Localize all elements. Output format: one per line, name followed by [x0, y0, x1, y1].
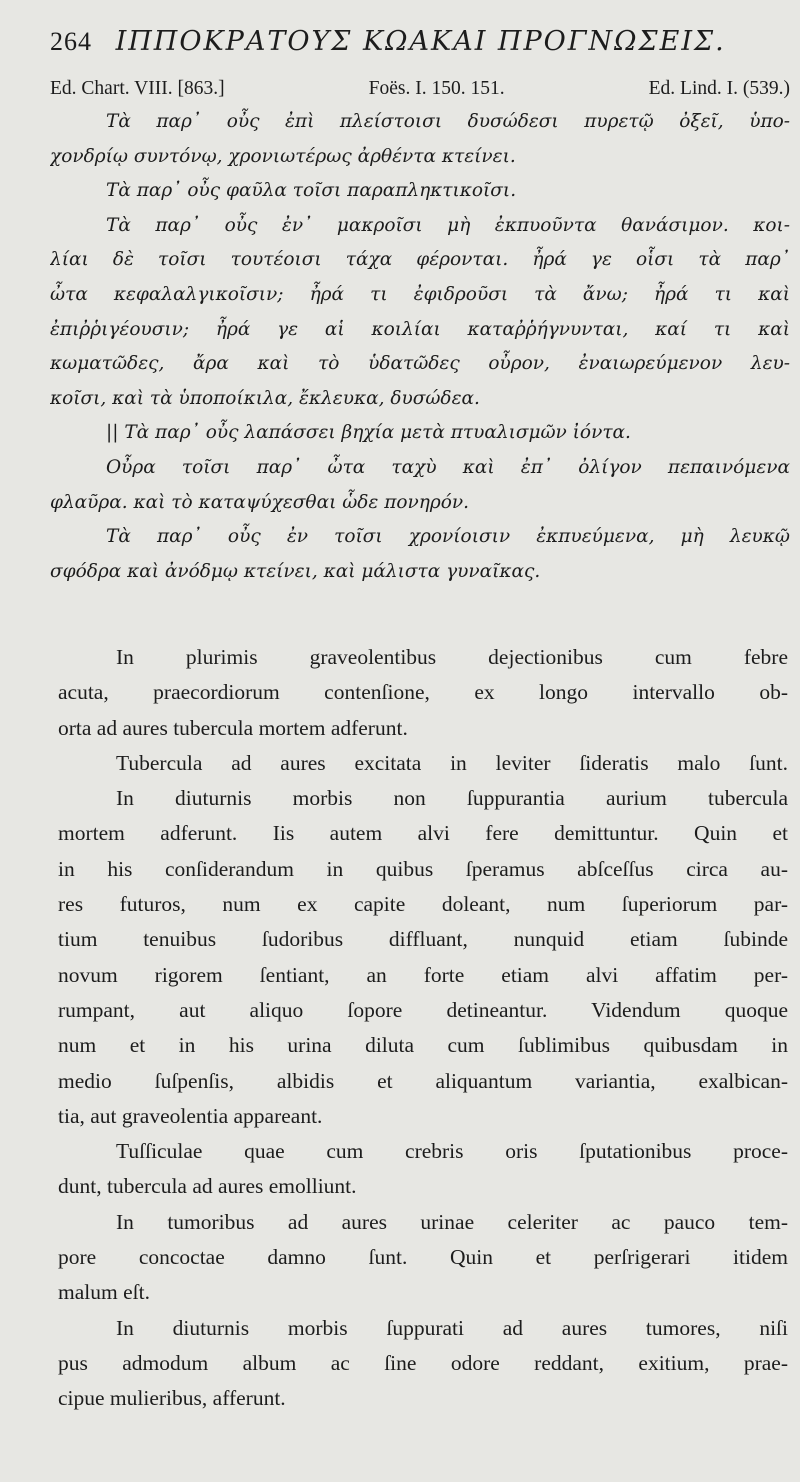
greek-text-block — [50, 105, 790, 589]
foes-reference: Foës. I. 150. 151. — [368, 78, 505, 99]
latin-text-line: tium tenuibus ſudoribus diffluant, nunquid etiam ſubinde — [58, 927, 788, 952]
greek-text-line: Τὰ παρ᾿ οὖς ἐπὶ πλείστοισι δυσώδεσι πυρετῷ ὀξεῖ, ὑπο- — [106, 111, 790, 132]
latin-text-line: num et in his urina diluta cum ſublimibus quibusdam in — [58, 1033, 788, 1058]
greek-text-line: Τὰ παρ᾿ οὖς φαῦλα τοῖσι παραπληκτικοῖσι. — [106, 180, 517, 202]
latin-text-line: In diuturnis morbis ſuppurati ad aures tumores, niſi — [116, 1315, 788, 1340]
latin-translation-block — [58, 640, 788, 1417]
latin-text-line: acuta, praecordiorum contenſione, ex longo intervallo ob- — [58, 680, 788, 705]
latin-text-line: In tumoribus ad aures urinae celeriter ac pauco tem- — [116, 1209, 788, 1234]
greek-text-line: Τὰ παρ᾿ οὖς ἐν τοῖσι χρονίοισιν ἐκπυεύμενα, μὴ λευκῷ — [106, 526, 790, 548]
latin-text-line: malum eſt. — [58, 1280, 150, 1305]
edition-references — [50, 78, 790, 100]
greek-text-line: ἐπιῤῥιγέουσιν; ἦρά γε αἱ κοιλίαι καταῤῥήγνυνται, καί τι καὶ — [50, 318, 790, 340]
latin-text-line: Tubercula ad aures excitata in leviter ſideratis malo ſunt. — [116, 750, 788, 775]
latin-text-line: rumpant, aut aliquo ſopore detineantur. Videndum quoque — [58, 997, 788, 1022]
latin-text-line: pus admodum album ac ſine odore reddant, exitium, prae- — [58, 1350, 788, 1375]
latin-text-line: cipue mulieribus, afferunt. — [58, 1386, 286, 1411]
latin-text-line: medio ſuſpenſis, albidis et aliquantum variantia, exalbican- — [58, 1068, 788, 1093]
latin-text-line: in his conſiderandum in quibus ſperamus abſceſſus circa au- — [58, 856, 788, 881]
greek-text-line: ὦτα κεφαλαλγικοῖσιν; ἦρά τι ἐφιδροῦσι τὰ ἄνω; ἦρά τι καὶ — [50, 283, 790, 305]
latin-text-line: res futuros, num ex capite doleant, num ſuperiorum par- — [58, 892, 788, 917]
greek-text-line: Οὖρα τοῖσι παρ᾿ ὦτα ταχὺ καὶ ἐπ᾿ ὀλίγον πεπαινόμενα — [106, 456, 790, 478]
latin-text-line: dunt, tubercula ad aures emolliunt. — [58, 1174, 357, 1199]
greek-text-line: φλαῦρα. καὶ τὸ καταψύχεσθαι ὧδε πονηρόν. — [50, 491, 469, 513]
greek-text-line: || Τὰ παρ᾿ οὖς λαπάσσει βηχία μετὰ πτυαλισμῶν ἰόντα. — [106, 422, 631, 444]
greek-text-line: χονδρίῳ συντόνῳ, χρονιωτέρως ἀρθέντα κτείνει. — [50, 145, 516, 167]
latin-text-line: novum rigorem ſentiant, an forte etiam alvi affatim per- — [58, 962, 788, 987]
running-title: ΙΠΠΟΚΡΑΤΟΥΣ ΚΩΑΚΑΙ ΠΡΟΓΝΩΣΕΙΣ. — [115, 26, 726, 57]
chartier-reference: Ed. Chart. VIII. [863.] — [50, 78, 225, 99]
page-number: 264 — [50, 27, 92, 56]
latin-text-line: In diuturnis morbis non ſuppurantia aurium tubercula — [116, 786, 788, 811]
greek-text-line: κοῖσι, καὶ τὰ ὑποποίκιλα, ἔκλευκα, δυσώδεα. — [50, 387, 480, 409]
latin-text-line: tia, aut graveolentia appareant. — [58, 1103, 323, 1128]
latin-text-line: orta ad aures tubercula mortem adferunt. — [58, 715, 408, 740]
latin-text-line: Tuſſiculae quae cum crebris oris ſputationibus proce- — [116, 1139, 788, 1164]
greek-text-line: Τὰ παρ᾿ οὖς ἐν᾿ μακροῖσι μὴ ἐκπυοῦντα θανάσιμον. κοι- — [106, 214, 790, 236]
greek-text-line: κωματῶδες, ἄρα καὶ τὸ ὑδατῶδες οὖρον, ἐναιωρεύμενον λευ- — [50, 353, 790, 375]
latin-text-line: pore concoctae damno ſunt. Quin et perſrigerari itidem — [58, 1245, 788, 1270]
running-header — [50, 26, 770, 57]
latin-text-line: mortem adferunt. Iis autem alvi fere demittuntur. Quin et — [58, 821, 788, 846]
linden-reference: Ed. Lind. I. (539.) — [648, 78, 790, 99]
greek-text-line: σφόδρα καὶ ἀνόδμῳ κτείνει, καὶ μάλιστα γυναῖκας. — [50, 560, 541, 582]
latin-text-line: In plurimis graveolentibus dejectionibus cum febre — [116, 645, 788, 669]
greek-text-line: λίαι δὲ τοῖσι τουτέοισι τάχα φέρονται. ἦρά γε οἷσι τὰ παρ᾿ — [50, 249, 790, 271]
